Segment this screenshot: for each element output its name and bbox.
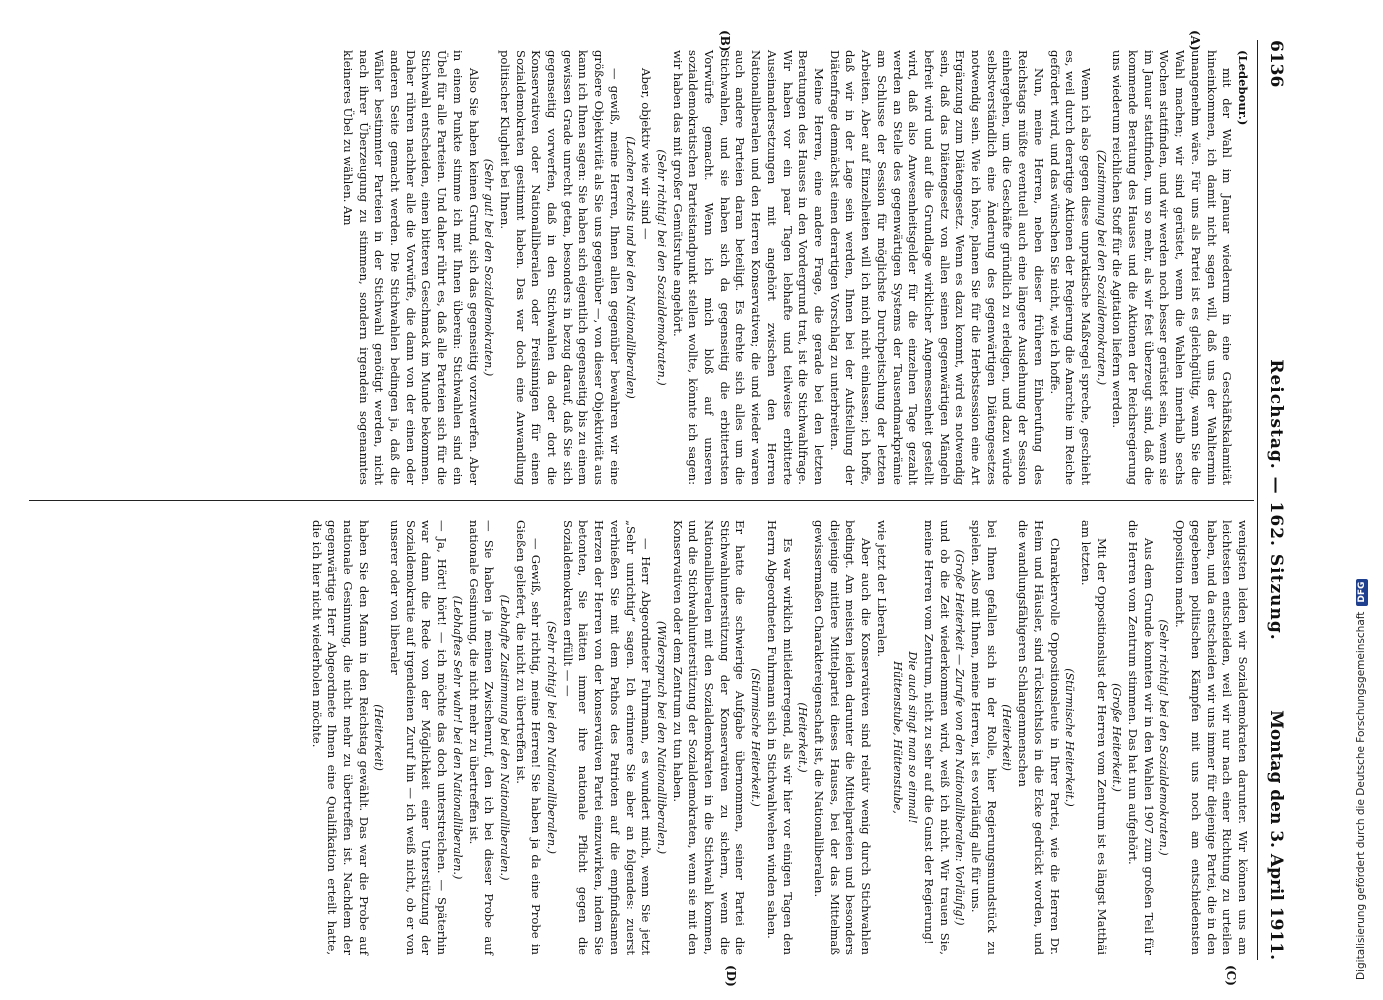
speaker-name: (Ledebour.) [1236,50,1250,126]
paragraph: — Herr Abgeordneter Fuhrmann, es wundert mich, wenn Sie jetzt „Sehr unrichtig“ sagen. Ich erinnere Sie aber an folgendes: zuerst verhießen Sie mit dem Pathos des Patrioten auf die empfindsamen Herzen der Herren von der konservativen Partei einzuwirken, indem Sie betonten, Sie hätten immer ihre nationale Pflicht gegen die Sozialdemokraten erfüllt — — [560,520,654,955]
paragraph: Also Sie haben keinen Grund, sich das gegenseitig vorzuwerfen. Aber in einem Punkte stimme ich mit Ihnen überein: Stichwahlen sind ein Übel für alle Parteien. Und daher rührt es, daß alle Parteien sich für die Stichwahl entscheiden, einen bitteren Geschmack im Munde bekommen. Daher rühren nachher alle die Vorwürfe, die dann von der einen oder anderen Seite gemacht werden. Die Stichwahlen bedingen ja, daß die Wähler bestimmter Parteien in der Stichwahl genötigt werden, nicht nach ihrer Überzeugung zu stimmen, sondern irgendein sogenanntes kleineres Übel zu wählen. Am [340,50,481,485]
paragraph: haben Sie den Mann in den Reichstag gewählt. Das war die Probe auf nationale Gesinnung, die nicht mehr zu übertreffen ist. Nachdem der gegenwärtige Herr Abgeordnete Ihnen eine Qualifikation erteilt hatte, die ich hier nicht wiederholen möchte. [309,520,371,955]
column-divider [29,500,1254,501]
right-text-column [308,520,1250,955]
session-date: Montag den 3. April 1911. [1266,710,1286,960]
document-page [10,0,1310,1000]
paragraph: Mit der Oppositionslust der Herren vom Zentrum ist es längst Matthäi am letzten. [1078,520,1109,955]
paragraph: Es war wirklich mitleiderregend, als wir hier vor einigen Tagen den Herrn Abgeordneten Fuhrmann sich in Stichwahlwehen winden sahen. [764,520,795,955]
interjection: (Sehr richtig! bei den Nationalliberalen.) [545,621,559,854]
margin-mark-d: (D) [724,965,738,987]
paragraph: Er hatte die schwierige Aufgabe übernommen, seiner Partei die Stichwahlunterstützung der Konservativen zu sichern, wenn die Nationalliberalen mit den Sozialdemokraten in die Stichwahl kommen, und die Stichwahlunterstützung der Sozialdemokraten, wenn sie mit den Konservativen oder dem Zentrum zu tun haben. [670,520,748,955]
paragraph: mit der Wahl im Januar wiederum in eine Geschäftskalamität hineinkommen, ich damit nicht sagen will, daß uns der Wahltermin unangenehm wäre. Für uns als Partei ist es gleichgültig, wann Sie die Wahl machen; wir sind gerüstet, wenn die Wahlen innerhalb sechs Wochen stattfinden, und wir werden noch besser gerüstet sein, wenn sie im Januar stattfinden, um so mehr, als wir fest überzeugt sind, daß die kommende Beratung des Hauses und die Aktionen der Reichsregierung uns wiederum reichlichen Stoff für die Agitation liefern werden. [1110,50,1235,485]
interjection: (Lebhaftes Sehr wahr! bei den Nationalliberalen.) [450,595,464,880]
digitization-credit [1355,579,1368,980]
interjection: (Lachen rechts und bei den Nationalliberalen) [623,136,637,399]
interjection: (Große Heiterkeit — Zurufe von den Nationalliberalen: Vorläufig!) [953,549,967,926]
paragraph: — Gewiß, sehr richtig, meine Herren! Sie haben ja da eine Probe in Gießen geliefert, die nicht zu übertreffen ist. [513,520,544,955]
paragraph: und ob die Zeit wiederkommen wird, weiß ich nicht. Wir trauen Sie, meine Herren vom Zentrum, nicht zu sehr auf die Gunst der Regierung! [921,520,952,955]
margin-mark-a: (A) [1188,30,1202,51]
page-header [1260,40,1290,960]
dfg-logo: DFG [1356,579,1368,606]
interjection: Hüttenstube, Hüttenstube, [890,661,904,814]
paragraph: Aus dem Grunde konnten wir in den Wahlen 1907 zum großen Teil für die Herren vom Zentrum stimmen. Das hat nun aufgehört. [1126,520,1156,955]
paragraph: bei Ihnen gefallen sich in der Rolle, hier Regierungsmundstück zu spielen. Also mit Ihnen, meine Herren, ist es vorläufig alle für uns. [969,520,999,955]
credit-text: Digitalisierung gefördert durch die Deutsche Forschungsgemeinschaft [1355,611,1367,980]
paragraph: wenigsten leiden wir Sozialdemokraten darunter. Wir können uns am leichtesten entscheiden, weil wir nur nach einer Richtung zu urteilen haben, und da entscheiden wir uns immer für diejenige Partei, die in den gegebenen politischen Kämpfen mit uns noch am entschiedensten Opposition macht. [1173,520,1250,955]
paragraph: Aber, objektiv wie wir sind — [639,68,654,240]
header-rule [1257,40,1258,960]
interjection: (Große Heiterkeit.) [1110,683,1124,792]
interjection: (Widerspruch bei den Nationalliberalen.) [654,620,668,855]
page-number: 6136 [1266,40,1286,88]
interjection: (Lebhafte Zustimmung bei den Nationalliberalen.) [497,594,511,881]
paragraph: — Sie haben ja meinen Zwischenruf, den ich bei dieser Probe auf nationale Gesinnung, die nicht mehr zu übertreffen ist. [466,520,497,955]
interjection: (Sehr richtig! bei den Sozialdemokraten.) [654,149,668,386]
interjection: Die auch singt man so einmal! [906,651,920,824]
margin-mark-c: (C) [1224,965,1238,986]
interjection: (Heiterkeit) [1000,704,1014,771]
paragraph: — gewiß, meine Herren, Ihnen allen gegenüber bewahren wir eine größere Objektivität als Sie uns gegenüber —, von dieser Objektivität aus kann ich Ihnen sagen: Sie haben sich eigentlich gegenseitig bis zu einem gewissen Grade unrecht getan, besonders in bezug darauf, daß Sie sich gegenseitig vorwerfen, daß in den Stichwahlen da oder dort die Konservativen oder Nationalliberalen oder Freisinnigen für einen Sozialdemokraten gestimmt haben. Das war doch eine Anwandlung politischer Klugheit bei Ihnen. [497,50,622,485]
interjection: (Heiterkeit) [372,704,386,771]
paragraph: Nun, meine Herren, neben dieser früheren Einberufung des Reichstags müßte eventuell auch eine längere Ausdehnung der Session einhergehen, um die Geschäfte gründlich zu erledigen, und dazu würde selbstverständlich eine Änderung des gegenwärtigen Diätengesetzes notwendig sein. Wie ich höre, planen Sie für die Herbstsession eine Art Ergänzung zum Diätengesetz. Wenn es dazu kommt, wird es notwendig sein, daß das Diätengesetz von allen seinen gegenwärtigen Mängeln befreit wird und auf die Grundlage wirklicher Angemessenheit gestellt wird, daß also Anwesenheitsgelder für die einzelnen Tage gezahlt werden an Stelle des gegenwärtigen Systems der Tausendmarkprämie am Schlusse der Session für möglichste Durchpeitschung der letzten Arbeiten. Aber auf Einzelheiten will ich mich nicht einlassen; ich hoffe, daß wir in der Lage sein werden, Ihnen bei der Aufstellung der Diätenfrage demnächst einen derartigen Vorschlag zu unterbreiten. [827,50,1046,485]
interjection: (Zustimmung bei den Sozialdemokraten.) [1094,149,1108,386]
left-text-column [339,50,1250,485]
paragraph: Aber auch die Konservativen sind relativ wenig durch Stichwahlen bedingt. Am meisten leiden darunter die Mittelparteien und besonders diejenige mittlere Mittelpartei dieses Hauses, bei der das Mittelmaß gewissermaßen Charaktereigenschaft ist, die Nationalliberalen. [812,520,874,955]
interjection: (Heiterkeit.) [796,702,810,773]
paragraph: — Ja, Hört! hört! — ich möchte das doch unterstreichen. — Späterhin war dann die Rede von der Möglichkeit einer Unterstützung der Sozialdemokratie auf irgendeinen Zuruf hin — ich weiß nicht, ob er von unserer oder von liberaler [388,520,450,955]
page-title: Reichstag. — 162. Sitzung. [1266,359,1286,641]
interjection: (Stürmische Heiterkeit.) [749,668,763,807]
paragraph: Charaktervolle Oppositionsleute in Ihrer Partei, wie die Herren Dr. Heim und Häusler, sind rücksichtslos in die Ecke gedrückt worden, und die wandlungsfähigeren Schlangenmenschen [1016,520,1062,955]
paragraph: Meine Herren, eine andere Frage, die gerade bei den letzten Beratungen des Hauses in den Vordergrund trat, ist die Stichwahlfrage. Wir haben vor ein paar Tagen lebhafte und teilweise erbitterte Auseinandersetzungen mit angehört zwischen den Herren Nationalliberalen und den Herren Konservativen; die und wieder waren auch andere Parteien daran beteiligt. Es drehte sich alles um die Stichwahlen, und sie haben sich da gegenseitig die erbittertsten Vorwürfe gemacht. Wenn ich mich bloß auf unseren sozialdemokratischen Parteistandpunkt stellen wollte, könnte ich sagen: wir haben das mit großer Gemütsruhe angehört. [670,50,827,485]
paragraph: Wenn ich also gegen diese unpraktische Maßregel spreche, geschieht es, weil durch derartige Aktionen der Regierung die Anarchie im Reiche gefördert wird, und das wünschen Sie nicht, wie ich hoffe. [1047,50,1093,485]
interjection: (Sehr richtig! bei den Sozialdemokraten.) [1157,619,1171,856]
paragraph: wie jetzt der Liberalen. [874,520,889,658]
interjection: (Stürmische Heiterkeit.) [1063,668,1077,807]
margin-mark-b: (B) [718,30,732,52]
interjection: (Sehr gut! bei den Sozialdemokraten.) [482,158,496,377]
